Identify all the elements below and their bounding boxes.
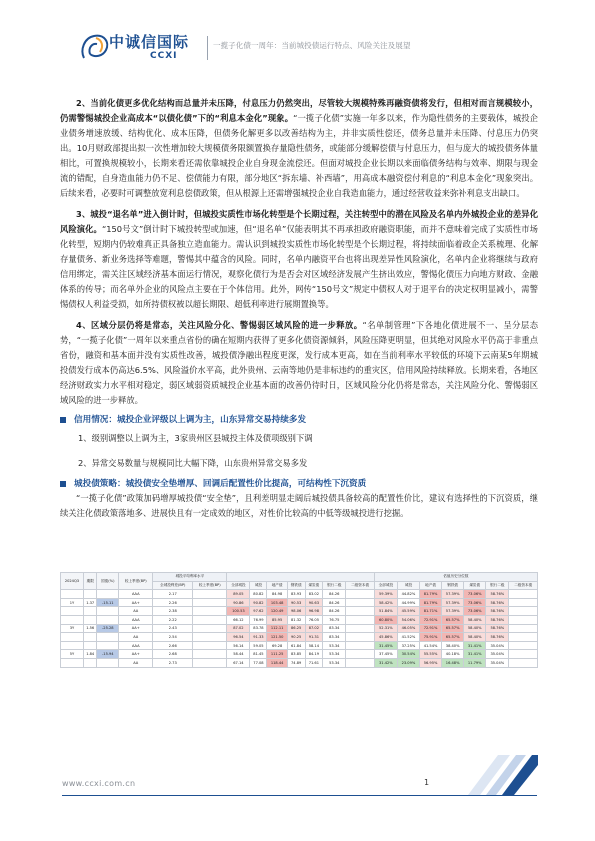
table-cell: 58.76% [486, 607, 509, 616]
table-cell: 58.40% [464, 624, 486, 633]
table-cell: 58.42% [374, 598, 397, 607]
table-cell [509, 590, 538, 599]
header-title: 一揽子化债一周年：当前城投债运行特点、风险关注及展望 [213, 41, 411, 50]
table-cell: 83.02 [305, 590, 323, 599]
table-row [61, 641, 538, 650]
paragraph-3 [60, 207, 538, 312]
table-cell: 2.22 [153, 615, 193, 624]
table-cell [509, 633, 538, 642]
table-cell: 120.49 [267, 607, 287, 616]
table-cell [193, 633, 227, 642]
logo-text-cn: 中诚信国际 [109, 33, 190, 51]
table-cell: 54.06% [397, 615, 419, 624]
table-cell: 31.41% [464, 641, 486, 650]
table-cell: 87.02 [227, 624, 250, 633]
table-cell: -15.94 [97, 650, 119, 659]
table-cell: AAA [119, 641, 153, 650]
table-cell: AA [119, 607, 153, 616]
table-cell [346, 624, 375, 633]
table-header-cell: 期限 [83, 573, 97, 590]
table-cell: 91.33 [250, 633, 267, 642]
table-cell: 2.43 [153, 624, 193, 633]
table-cell: 58.76% [486, 633, 509, 642]
table-cell [346, 590, 375, 599]
table-cell: 90.82 [250, 598, 267, 607]
table-cell: 90.25 [287, 633, 305, 642]
table-row [61, 590, 538, 599]
table-cell: 1.84 [83, 650, 97, 659]
table-cell: 65.57% [442, 615, 464, 624]
table-row [61, 633, 538, 642]
table-body [61, 590, 538, 667]
table-cell: 58.76% [486, 615, 509, 624]
table-cell [509, 598, 538, 607]
table-cell: 72.91% [420, 624, 442, 633]
table-cell: 2.54 [153, 633, 193, 642]
table-cell: 81.45 [250, 650, 267, 659]
table-row [61, 624, 538, 633]
table-row [61, 615, 538, 624]
table-cell: 112.11 [267, 624, 287, 633]
table-cell [509, 641, 538, 650]
table-header-cell: 银行二级 [323, 581, 346, 590]
table-cell [346, 607, 375, 616]
table-cell [83, 607, 97, 616]
table-cell [193, 650, 227, 659]
table-cell: 45.86% [374, 633, 397, 642]
table-cell: 83.78 [250, 624, 267, 633]
table-cell [61, 658, 84, 667]
table-cell: 80.82 [250, 590, 267, 599]
table-cell: 76.99 [250, 615, 267, 624]
table-cell: 98.06 [287, 607, 305, 616]
table-cell [83, 641, 97, 650]
table-cell [193, 658, 227, 667]
table-cell: 46.05% [397, 624, 419, 633]
table-cell [97, 615, 119, 624]
table-cell [193, 598, 227, 607]
table-cell: 81.79% [420, 598, 442, 607]
logo-text-en: CCXI [150, 51, 178, 61]
table-cell [193, 624, 227, 633]
table-cell: 31.41% [464, 650, 486, 659]
table-cell [509, 607, 538, 616]
table-header-cell: 煤炭债 [305, 581, 323, 590]
credit-item-1: 1、级别调整以上调为主，3家贵州区县城投主体及债项级别下调 [78, 433, 313, 443]
paragraph-3-heading: 3、城投“退名单”进入倒计时，但城投实质性市场化转型是个长期过程，关注转型中的潜在风险及名单内外城投企业的差异化风险演化。 [60, 209, 538, 234]
credit-item-2: 2、异常交易数量与规模同比大幅下降，山东贵州异常交易多发 [78, 458, 308, 468]
table-row [61, 650, 538, 659]
table-cell [61, 590, 84, 599]
table-cell: 73.06% [464, 607, 486, 616]
footer-url: www.ccxi.com.cn [62, 779, 136, 788]
table-cell: 31.42% [374, 658, 397, 667]
table-cell: AAA [119, 615, 153, 624]
table-header-cell: 地产债 [267, 581, 287, 590]
table-cell: 51.84% [374, 607, 397, 616]
table-header-cell: 较上季度(BP) [193, 581, 227, 590]
table-cell: 75.91% [420, 633, 442, 642]
table-cell: 23.09% [397, 658, 419, 667]
table-cell: 72.91% [420, 615, 442, 624]
table-cell: 40.18% [442, 650, 464, 659]
table-cell: 65.57% [442, 633, 464, 642]
table-cell: 66.12 [227, 615, 250, 624]
table-cell: 65.57% [442, 624, 464, 633]
table-cell: 58.76% [486, 590, 509, 599]
table-cell: 81.79% [420, 590, 442, 599]
table-cell: 37.25% [397, 641, 419, 650]
table-cell: 55.55% [420, 650, 442, 659]
table-cell [509, 650, 538, 659]
paragraph-4-heading: 4、区域分层仍将是常态，关注风险分化、警惕弱区域风险的进一步释放。 [76, 320, 363, 330]
table-cell: 89.05 [227, 590, 250, 599]
table-group-header-percentile: 估值历史分位数 [374, 573, 537, 582]
table-header-cell: 全城投利差(BP) [153, 581, 193, 590]
table-header-cell: 地产债 [420, 581, 442, 590]
table-cell: 52.31% [374, 624, 397, 633]
table-header-cell: 二级资本债 [346, 581, 375, 590]
table-cell: 84.26 [323, 598, 346, 607]
table-header-cell: 钢铁债 [287, 581, 305, 590]
table-cell [509, 624, 538, 633]
table-cell: 69.28 [267, 641, 287, 650]
table-cell [97, 607, 119, 616]
table-cell: 73.06% [464, 598, 486, 607]
table-cell: 84.26 [323, 590, 346, 599]
table-cell: 35.04% [486, 641, 509, 650]
table-cell: 59.39% [374, 590, 397, 599]
table-cell: 41.54% [420, 641, 442, 650]
table-cell: AA+ [119, 650, 153, 659]
table-cell [509, 615, 538, 624]
table-header-cell: 全部城投 [374, 581, 397, 590]
table-top-header-row [61, 573, 538, 582]
table-cell: 45.59% [397, 607, 419, 616]
table-cell: 96.54 [227, 633, 250, 642]
section-credit-heading [60, 413, 538, 427]
table-cell: 44.82% [397, 590, 419, 599]
table-cell: 76.75 [323, 615, 346, 624]
table-cell: 84.26 [323, 607, 346, 616]
table-cell: 2.38 [153, 607, 193, 616]
table-cell: 81.32 [287, 615, 305, 624]
table-cell: 111.25 [267, 650, 287, 659]
table-cell: 85.95 [267, 615, 287, 624]
paragraph-2 [60, 96, 538, 201]
table-cell [346, 615, 375, 624]
table-cell: 71.61 [305, 658, 323, 667]
table-cell: 60.80% [374, 615, 397, 624]
table-cell: 38.40% [442, 641, 464, 650]
table-cell: 81.71% [420, 607, 442, 616]
table-cell: 118.44 [267, 658, 287, 667]
report-body [60, 96, 538, 521]
table-cell: 74.89 [287, 658, 305, 667]
table-cell: 86.25 [287, 624, 305, 633]
table-cell: 90.53 [287, 598, 305, 607]
table-cell: 57.39% [442, 590, 464, 599]
table-cell: 53.34 [323, 650, 346, 659]
table-cell: 100.53 [227, 607, 250, 616]
table-header-cell: 钢铁债 [442, 581, 464, 590]
table-cell [61, 607, 84, 616]
table-cell: 16.48% [442, 658, 464, 667]
table-cell: 57.39% [442, 598, 464, 607]
table-header-cell: 二级资本债 [509, 581, 538, 590]
table-cell [346, 633, 375, 642]
table-cell: 56.95% [420, 658, 442, 667]
table-cell: 2.26 [153, 598, 193, 607]
table-header-cell: 银行二级 [486, 581, 509, 590]
table-cell: AAA [119, 590, 153, 599]
table-cell: 84.19 [305, 650, 323, 659]
table-cell: 83.34 [323, 624, 346, 633]
table-cell: 2.68 [153, 650, 193, 659]
table-header-cell: 城投 [250, 581, 267, 590]
table-cell: 121.50 [267, 633, 287, 642]
table-cell: 83.34 [323, 633, 346, 642]
table-cell: 53.34 [323, 641, 346, 650]
footer-decoration-icon [438, 755, 538, 795]
table-cell [346, 641, 375, 650]
table-cell: 1.56 [83, 624, 97, 633]
table-cell [97, 590, 119, 599]
table-row [61, 607, 538, 616]
table-cell: 41.52% [397, 633, 419, 642]
table-cell [61, 633, 84, 642]
table-cell: 2.17 [153, 590, 193, 599]
table-cell: 58.40% [464, 633, 486, 642]
table-header-cell: 国债(%) [97, 573, 119, 590]
paragraph-2-heading: 2、当前化债更多优化结构而总量并未压降，付息压力仍然突出，尽管较大规模特殊再融资债将发行，但相对而言规模较小，仍需警惕城投企业高成本“以债化债”下的“利息本金化”现象。 [60, 98, 538, 123]
table-cell: 58.44 [227, 650, 250, 659]
table-cell: 87.02 [305, 624, 323, 633]
table-cell: 1Y [61, 598, 84, 607]
page-header [0, 0, 595, 90]
table-cell [83, 633, 97, 642]
paragraph-3-text: “150号文”倒计时下城投转型或加速，但“退名单”仅能表明其不再承担政府融资职能，而并不意味着完成了实质性市场化转型，短期内仍较难真正具备独立造血能力。需认识到城投实质性市场化转型是个长期过程，将持续面临着政企关系梳理、化解存量债务、新业务选择等难题，警惕其中蕴含的风险。同时，名单内融资平台也将出现差异性风险演化，名单内企业将继续与政府信用绑定，需关注区域经济基本面运行情况，观察化债行为是否会对区域经济发展产生挤出效应，警惕化债压力向地方财政、金融体系的传导；而名单外企业的风险点主要在于个体信用。此外，网传“150号文”规定中债权人对于退平台的决定权明显减小，需警惕债权人利益受损，如所持债权被以超长期限、超低利率进行展期置换等。 [60, 224, 538, 309]
spread-table-wrapper [60, 572, 538, 668]
table-cell: 97.62 [250, 607, 267, 616]
section-strategy-heading [60, 477, 538, 491]
table-cell [346, 650, 375, 659]
table-cell [61, 615, 84, 624]
section-strategy-title: 城投债策略：城投债安全垫增厚、回调后配置性价比提高，可结构性下沉资质 [74, 478, 367, 489]
bullet-square-icon [60, 481, 66, 487]
table-cell [83, 658, 97, 667]
table-cell: 44.99% [397, 598, 419, 607]
table-cell [83, 590, 97, 599]
table-group-header-spread [227, 573, 374, 582]
table-cell [61, 641, 84, 650]
table-header-cell: 较上季度(BP) [119, 573, 153, 590]
page-number: 1 [424, 778, 430, 787]
table-cell: 56.14 [227, 641, 250, 650]
table-cell: 76.05 [305, 615, 323, 624]
table-cell: 84.98 [267, 590, 287, 599]
table-cell: 37.45% [374, 650, 397, 659]
table-cell: 67.14 [227, 658, 250, 667]
table-cell: 90.63 [305, 598, 323, 607]
table-cell [346, 598, 375, 607]
table-cell: 61.84 [287, 641, 305, 650]
table-cell: 53.34 [323, 658, 346, 667]
table-cell [97, 641, 119, 650]
table-cell: 77.08 [250, 658, 267, 667]
table-cell: 58.76% [486, 624, 509, 633]
table-cell: 57.39% [442, 607, 464, 616]
table-cell: 96.98 [305, 607, 323, 616]
table-cell [193, 607, 227, 616]
header-divider [207, 36, 208, 60]
table-cell: 83.93 [287, 590, 305, 599]
table-cell [346, 658, 375, 667]
table-cell: 90.86 [227, 598, 250, 607]
table-group-header-rate: 城投平均利率水平 [153, 573, 227, 582]
table-cell: AA+ [119, 598, 153, 607]
section-credit-title: 信用情况：城投企业评级以上调为主，山东异常交易持续多发 [74, 414, 307, 425]
table-cell [193, 641, 227, 650]
table-header-cell: 全部城投 [227, 581, 250, 590]
table-header-cell: 城投 [397, 581, 419, 590]
table-cell [97, 658, 119, 667]
table-header-cell: 煤炭债 [464, 581, 486, 590]
table-cell: 11.79% [464, 658, 486, 667]
table-cell: AA [119, 633, 153, 642]
table-cell: 103.48 [267, 598, 287, 607]
table-cell: 2.66 [153, 641, 193, 650]
table-cell: AA [119, 658, 153, 667]
table-cell [83, 615, 97, 624]
table-cell [97, 633, 119, 642]
table-cell: 30.54% [397, 650, 419, 659]
table-cell: 58.14 [305, 641, 323, 650]
table-cell: 91.31 [305, 633, 323, 642]
table-cell [193, 615, 227, 624]
table-cell: 83.85 [287, 650, 305, 659]
table-cell: 58.76% [486, 598, 509, 607]
table-cell: 3Y [61, 624, 84, 633]
table-cell [193, 590, 227, 599]
footer-rule [62, 795, 537, 796]
table-cell: 5Y [61, 650, 84, 659]
table-cell: -15.11 [97, 598, 119, 607]
table-cell: 1.37 [83, 598, 97, 607]
table-cell: 73.06% [464, 590, 486, 599]
paragraph-4 [60, 318, 538, 408]
table-cell: AA+ [119, 624, 153, 633]
bullet-square-icon [60, 417, 66, 423]
table-cell: 31.45% [374, 641, 397, 650]
table-cell: 59.05 [250, 641, 267, 650]
table-row [61, 598, 538, 607]
table-year-label: 2024Q3 [61, 573, 84, 590]
strategy-paragraph: “一揽子化债”政策加码增厚城投债“安全垫”，且利差明显走阔后城投债具备较高的配置性价比，建议有选择性的下沉资质，继续关注化债政策落地多、进展快且有一定成效的地区，对性价比较高的中低等级城投进行挖掘。 [60, 493, 538, 518]
table-row [61, 658, 538, 667]
table-cell [509, 658, 538, 667]
table-cell: 2.73 [153, 658, 193, 667]
table-cell: 35.04% [486, 658, 509, 667]
table-cell: 35.04% [486, 650, 509, 659]
table-cell: -25.28 [97, 624, 119, 633]
paragraph-2-text: “一揽子化债”实施一年多以来，作为隐性债务的主要载体，城投企业债务增速放缓、结构优化、成本压降，但债务化解更多以改善结构为主，并非实质性偿还，债务总量并未压降、付息压力仍突出。10月财政部提出拟一次性增加较大规模债务限额置换存量隐性债务，或能部分缓解偿债与付息压力，但与庞大的城投债务体量相比，可置换规模较小，长期来看还需依靠城投企业自身现金流偿还。但面对城投企业长期以来面临债务结构与效率、期限与现金流的错配，自身造血能力仍不足、偿债能力有限，部分地区“拆东墙、补西墙”，用高成本融资偿付利息的“利息本金化”现象突出。后续来看，必要时可调整放宽利息偿债政策，但从根源上还需增强城投企业自我造血能力，通过经营收益来弥补利息支出缺口。 [60, 113, 538, 198]
paragraph-4-text: “名单制管理”下各地化债进展不一、呈分层态势，“一揽子化债”一周年以来重点省份的确在短期内获得了更多化债资源倾斜，风险压降更明显，但其绝对风险水平仍高于非重点省份，融资和基本面并没有实质性改善，城投债净融出程度更深，发行成本更高，如在当前利率水平较低的环境下云南某5年期城投债发行成本仍高达6.5%、风险溢价水平高，此外贵州、云南等地仍是非标违约的重灾区，信用风险持续释放。长期来看，各地区经济财政实力水平相对稳定，弱区域弱资质城投企业基本面的改善仍待时日，区域风险分化仍将是常态，关注风险分化、警惕弱区域风险的进一步释放。 [60, 320, 538, 405]
spread-table [60, 572, 538, 668]
table-cell: 58.40% [464, 615, 486, 624]
